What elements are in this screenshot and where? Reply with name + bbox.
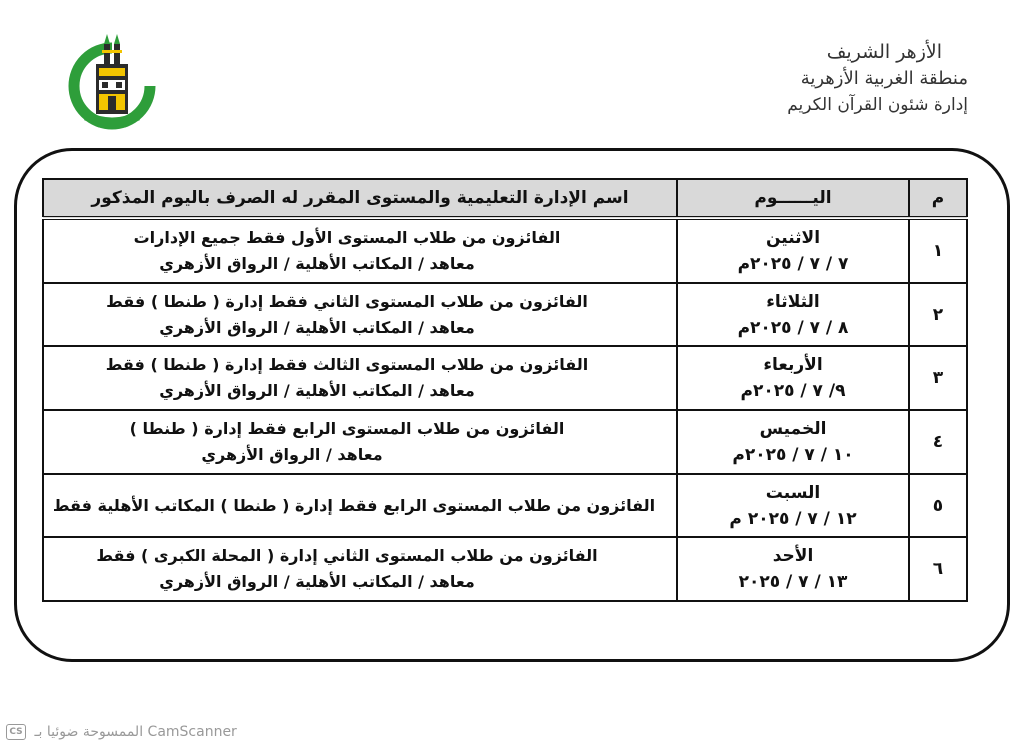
day-name: السبت: [765, 482, 821, 503]
row-description: [43, 346, 677, 410]
description-line-1: الفائزون من طلاب المستوى الثاني إدارة ( المحلة الكبرى ) فقط: [96, 546, 598, 566]
row-day: [677, 283, 909, 347]
day-name: الأحد: [772, 546, 814, 567]
description-line-2: معاهد / الرواق الأزهري: [201, 444, 383, 464]
day-name: الثلاثاء: [766, 291, 820, 312]
description-line-2: معاهد / المكاتب الأهلية / الرواق الأزهري: [159, 381, 475, 401]
table-row: [43, 283, 967, 347]
description-line-2: معاهد / المكاتب الأهلية / الرواق الأزهري: [159, 572, 475, 592]
table-row: [43, 346, 967, 410]
table-row: [43, 537, 967, 601]
row-number: ٦: [909, 537, 967, 601]
row-number: ٤: [909, 410, 967, 474]
institution-name: الأزهر الشريف: [826, 41, 942, 63]
day-date: ٨ / ٧ / ٢٠٢٥م: [737, 317, 849, 338]
row-description: [43, 537, 677, 601]
row-description: [43, 474, 677, 538]
day-date: ٧ / ٧ / ٢٠٢٥م: [737, 253, 849, 274]
row-day: [677, 346, 909, 410]
department-name: إدارة شئون القرآن الكريم: [787, 95, 968, 115]
day-date: ١٢ / ٧ / ٢٠٢٥ م: [729, 508, 857, 529]
description-line-1: الفائزون من طلاب المستوى الأول فقط جميع الإدارات: [133, 227, 561, 247]
day-date: ٩/ ٧ / ٢٠٢٥م: [740, 381, 846, 402]
table-row: [43, 410, 967, 474]
header-number: م: [909, 179, 967, 218]
description-line-1: الفائزون من طلاب المستوى الرابع فقط إدارة ( طنطا ): [129, 418, 565, 438]
row-number: ٥: [909, 474, 967, 538]
scanner-watermark: [6, 724, 237, 740]
schedule-table: [42, 178, 968, 602]
table-header-row: [43, 179, 967, 218]
description-line-2: معاهد / المكاتب الأهلية / الرواق الأزهري: [159, 253, 475, 273]
header-description: اسم الإدارة التعليمية والمستوى المقرر له الصرف باليوم المذكور: [43, 179, 677, 218]
azhar-emblem-icon: [66, 28, 158, 132]
row-number: ٣: [909, 346, 967, 410]
watermark-text: الممسوحة ضوئيا بـ CamScanner: [34, 724, 237, 740]
day-name: الأربعاء: [763, 355, 823, 376]
row-day: [677, 218, 909, 283]
description-line-2: معاهد / المكاتب الأهلية / الرواق الأزهري: [159, 317, 475, 337]
row-description: [43, 218, 677, 283]
row-day: [677, 410, 909, 474]
header-day: اليــــــوم: [677, 179, 909, 218]
row-number: ١: [909, 218, 967, 283]
table-row: [43, 218, 967, 283]
description-line-1: الفائزون من طلاب المستوى الرابع فقط إدارة ( طنطا ) المكاتب الأهلية فقط: [52, 495, 656, 515]
row-day: [677, 537, 909, 601]
letterhead: [648, 38, 968, 118]
day-date: ١٣ / ٧ / ٢٠٢٥: [738, 572, 848, 593]
description-line-1: الفائزون من طلاب المستوى الثاني فقط إدارة ( طنطا ) فقط: [106, 291, 588, 311]
row-description: [43, 283, 677, 347]
row-day: [677, 474, 909, 538]
day-name: الخميس: [759, 418, 827, 439]
day-date: ١٠ / ٧ / ٢٠٢٥م: [732, 444, 854, 465]
row-number: ٢: [909, 283, 967, 347]
region-name: منطقة الغربية الأزهرية: [800, 68, 968, 89]
description-line-1: الفائزون من طلاب المستوى الثالث فقط إدارة ( طنطا ) فقط: [105, 355, 589, 375]
camscanner-logo-icon: CS: [6, 724, 26, 740]
table-row: [43, 474, 967, 538]
day-name: الاثنين: [765, 227, 821, 248]
row-description: [43, 410, 677, 474]
